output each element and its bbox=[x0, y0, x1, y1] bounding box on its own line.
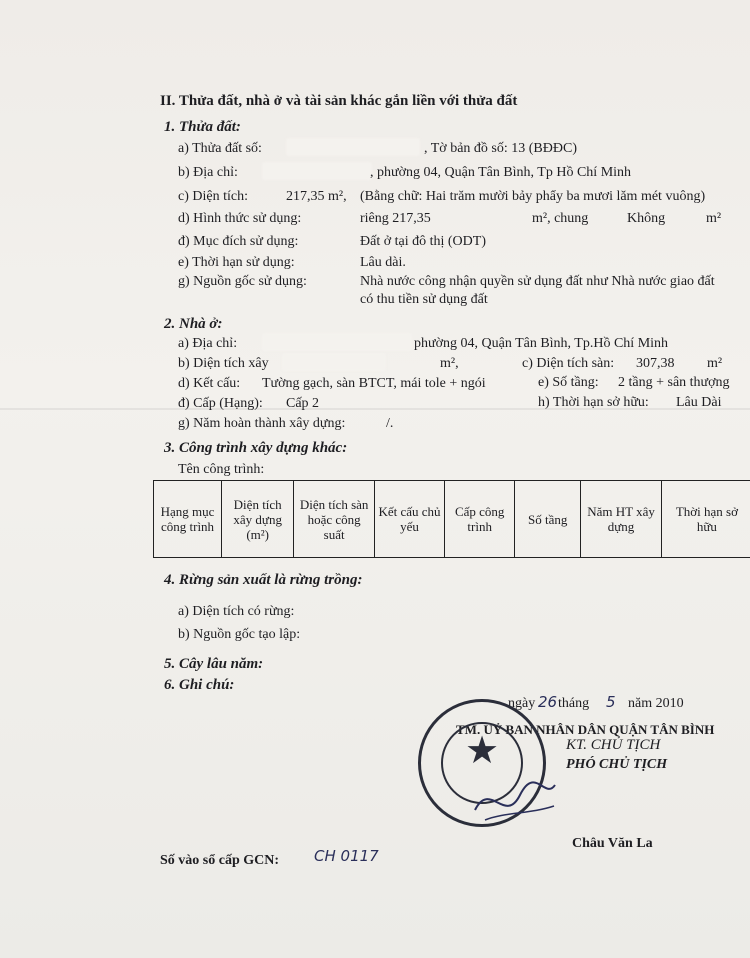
area-value: 217,35 m², bbox=[286, 189, 347, 204]
grade-value: Cấp 2 bbox=[286, 396, 320, 411]
notes-heading: 6. Ghi chú: bbox=[164, 677, 235, 693]
area-words: (Bằng chữ: Hai trăm mười bảy phẩy ba mươi lăm mét vuông) bbox=[360, 189, 706, 204]
origin-label: g) Nguồn gốc sử dụng: bbox=[178, 274, 307, 289]
house-address-label: a) Địa chỉ: bbox=[178, 336, 238, 351]
col-header-item: Hạng mục công trình bbox=[154, 481, 222, 558]
col-header-floors: Số tầng bbox=[515, 481, 581, 558]
star-icon: ★ bbox=[465, 730, 500, 772]
land-heading: 1. Thửa đất: bbox=[164, 119, 241, 135]
build-area-unit: m², bbox=[440, 356, 459, 371]
use-form-private: riêng 217,35 bbox=[360, 211, 431, 226]
signer-name: Châu Văn La bbox=[572, 836, 653, 851]
floor-area-label: c) Diện tích sàn: bbox=[522, 356, 615, 371]
term-value: Lâu dài. bbox=[360, 255, 406, 270]
redacted-address bbox=[262, 162, 372, 180]
table-header-row bbox=[154, 481, 750, 558]
parcel-label: a) Thửa đất số: bbox=[178, 141, 262, 156]
ownership-term-value: Lâu Dài bbox=[676, 395, 722, 410]
signer-title: PHÓ CHỦ TỊCH bbox=[566, 757, 668, 772]
use-form-shared: Không bbox=[627, 211, 666, 226]
registry-value: CH 0117 bbox=[314, 847, 379, 865]
build-area-label: b) Diện tích xây bbox=[178, 356, 269, 371]
use-form-shared-unit: m² bbox=[706, 211, 722, 226]
other-works-heading: 3. Công trình xây dựng khác: bbox=[164, 440, 348, 456]
works-name-label: Tên công trình: bbox=[178, 462, 265, 477]
date-month: 5 bbox=[606, 693, 616, 711]
floor-area-unit: m² bbox=[707, 356, 723, 371]
completion-value: /. bbox=[386, 416, 394, 431]
completion-label: g) Năm hoàn thành xây dựng: bbox=[178, 416, 346, 431]
purpose-value: Đất ở tại đô thị (ODT) bbox=[360, 234, 486, 249]
house-address-value: phường 04, Quận Tân Bình, Tp.Hồ Chí Minh bbox=[414, 336, 669, 351]
redacted-house-address bbox=[262, 333, 412, 351]
col-header-structure: Kết cấu chủ yếu bbox=[374, 481, 444, 558]
ownership-term-label: h) Thời hạn sở hữu: bbox=[538, 395, 649, 410]
handwritten-signature bbox=[470, 770, 560, 830]
date-day: 26 bbox=[538, 693, 558, 711]
col-header-grade: Cấp công trình bbox=[445, 481, 515, 558]
origin-line-1: Nhà nước công nhận quyền sử dụng đất như Nhà nước giao đất bbox=[360, 274, 715, 289]
date-month-label: tháng bbox=[558, 696, 590, 711]
forest-area-label: a) Diện tích có rừng: bbox=[178, 604, 295, 619]
other-works-table bbox=[153, 480, 750, 558]
map-sheet-value: , Tờ bản đồ số: 13 (BĐĐC) bbox=[424, 141, 577, 156]
floors-label: e) Số tầng: bbox=[538, 375, 599, 390]
structure-label: d) Kết cấu: bbox=[178, 376, 241, 391]
on-behalf-of: KT. CHỦ TỊCH bbox=[566, 737, 661, 753]
use-form-private-unit: m², chung bbox=[532, 211, 589, 226]
purpose-label: đ) Mục đích sử dụng: bbox=[178, 234, 299, 249]
term-label: e) Thời hạn sử dụng: bbox=[178, 255, 295, 270]
authority-name: TM. UỶ BAN NHÂN DÂN QUẬN TÂN BÌNH bbox=[456, 722, 715, 737]
land-address-label: b) Địa chỉ: bbox=[178, 165, 238, 180]
use-form-label: d) Hình thức sử dụng: bbox=[178, 211, 302, 226]
section-title: II. Thửa đất, nhà ở và tài sản khác gắn liền với thửa đất bbox=[160, 93, 518, 109]
floors-value: 2 tầng + sân thượng bbox=[618, 375, 730, 390]
col-header-ownership-term: Thời hạn sở hữu bbox=[661, 481, 750, 558]
forest-origin-label: b) Nguồn gốc tạo lập: bbox=[178, 627, 301, 642]
date-year: năm 2010 bbox=[628, 696, 684, 711]
col-header-completion-year: Năm HT xây dựng bbox=[581, 481, 662, 558]
house-heading: 2. Nhà ở: bbox=[164, 316, 223, 332]
grade-label: đ) Cấp (Hạng): bbox=[178, 396, 263, 411]
perennial-heading: 5. Cây lâu năm: bbox=[164, 656, 264, 672]
col-header-floor-area: Diện tích sàn hoặc công suất bbox=[294, 481, 375, 558]
redacted-build-area bbox=[282, 353, 386, 371]
origin-line-2: có thu tiền sử dụng đất bbox=[360, 292, 488, 307]
registry-label: Số vào sổ cấp GCN: bbox=[160, 853, 280, 868]
redacted-parcel-number bbox=[286, 138, 420, 156]
col-header-build-area: Diện tích xây dựng (m²) bbox=[222, 481, 294, 558]
land-address-value: , phường 04, Quận Tân Bình, Tp Hồ Chí Minh bbox=[370, 165, 632, 180]
forest-heading: 4. Rừng sản xuất là rừng trồng: bbox=[164, 572, 363, 588]
structure-value: Tường gạch, sàn BTCT, mái tole + ngói bbox=[262, 376, 486, 391]
area-label: c) Diện tích: bbox=[178, 189, 248, 204]
floor-area-value: 307,38 bbox=[636, 356, 675, 371]
date-prefix: ngày bbox=[508, 696, 536, 711]
